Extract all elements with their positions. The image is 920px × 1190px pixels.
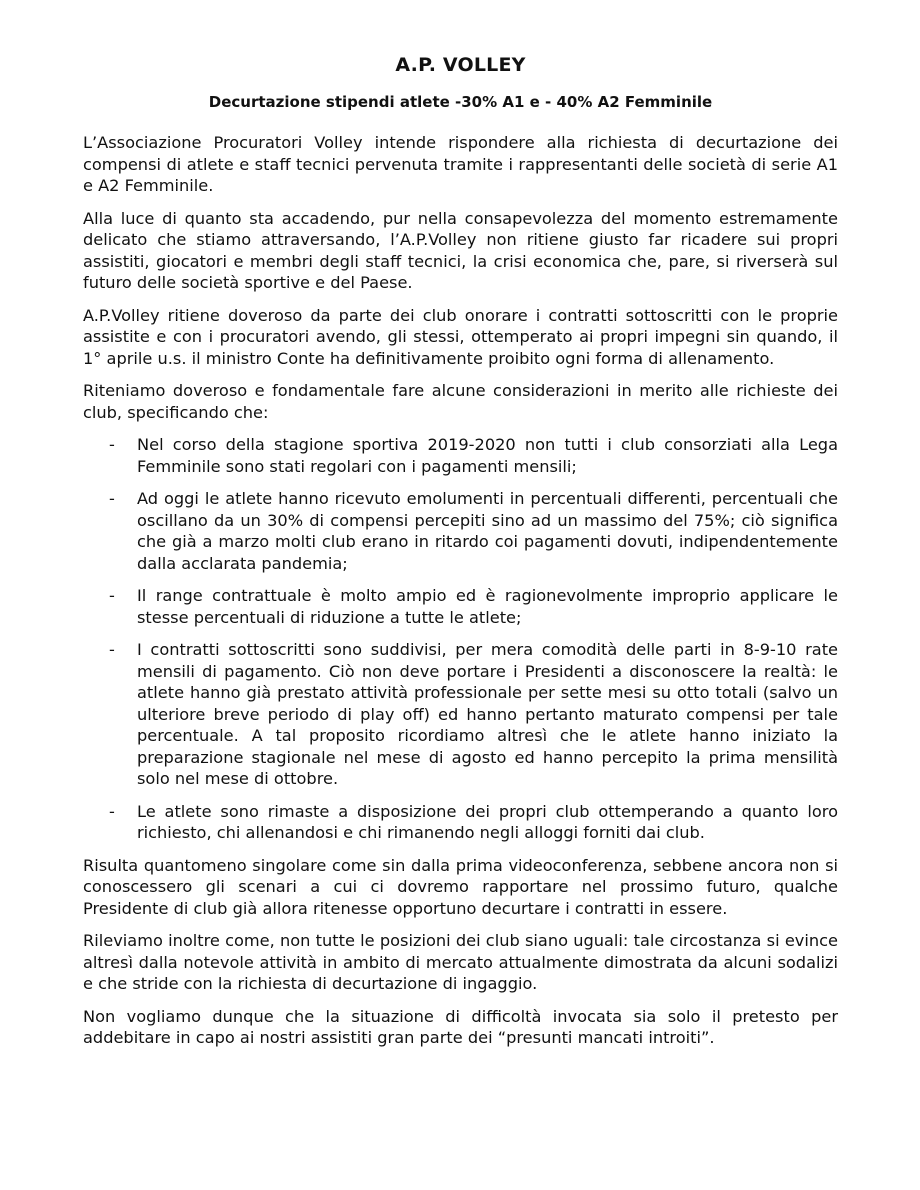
paragraph-conclusion: Non vogliamo dunque che la situazione di difficoltà invocata sia solo il pretesto per addebitare in capo ai nostri assistiti gran parte dei “presunti mancati introiti”. [83,1006,838,1047]
list-item-text: Il range contrattuale è molto ampio ed è ragionevolmente improprio applicare le stesse percentuali di riduzione a tutte le atlete; [137,586,838,627]
list-item [83,639,838,790]
paragraph-contracts: A.P.Volley ritiene doveroso da parte dei club onorare i contratti sottoscritti con le proprie assistite e con i procuratori avendo, gli stessi, ottemperato ai propri impegni sin quando, il 1° aprile u.s. il ministro Conte ha definitivamente proibito ogni forma di allenamento. [83,305,838,368]
list-item [83,488,838,574]
list-item-text: I contratti sottoscritti sono suddivisi, per mera comodità delle parti in 8-9-10 rate mensili di pagamento. Ciò non deve portare i Presidenti a disconoscere la realtà: le atlete hanno già prestato attività professionale per sette mesi su otto totali (salvo un ulteriore breve periodo di play off) ed hanno pertanto maturato compensi per tale percentuale. A tal proposito ricordiamo altresì che le atlete hanno iniziato la preparazione stagionale nel mese di agosto ed hanno percepito la prima mensilità solo nel mese di ottobre. [137,640,838,788]
paragraph-context: Alla luce di quanto sta accadendo, pur nella consapevolezza del momento estremamente delicato che stiamo attraversando, l’A.P.Volley non ritiene giusto far ricadere sui propri assistiti, giocatori e membri degli staff tecnici, la crisi economica che, pare, si riverserà sul futuro delle società sportive e del Paese. [83,208,838,292]
list-item [83,801,838,844]
document-page [83,52,838,1060]
bullet-dash: - [109,640,115,659]
bullet-dash: - [109,489,115,508]
paragraph-videoconference: Risulta quantomeno singolare come sin dalla prima videoconferenza, sebbene ancora non si conoscessero gli scenari a cui ci dovremo rapportare nel prossimo futuro, qualche Presidente di club già allora ritenesse opportuno decurtare i contratti in essere. [83,855,838,918]
list-item-text: Le atlete sono rimaste a disposizione dei propri club ottemperando a quanto loro richiesto, chi allenandosi e chi rimanendo negli alloggi forniti dai club. [137,801,838,842]
bullet-dash: - [109,801,115,821]
list-item-text: Nel corso della stagione sportiva 2019-2020 non tutti i club consorziati alla Lega Femminile sono stati regolari con i pagamenti mensili; [137,435,838,476]
list-item [83,585,838,628]
bullet-dash: - [109,435,115,454]
paragraph-intro: L’Associazione Procuratori Volley intende rispondere alla richiesta di decurtazione dei compensi di atlete e staff tecnici pervenuta tramite i rappresentanti delle società di serie A1 e A2 Femminile. [83,133,838,195]
bullet-dash: - [109,586,115,605]
document-subtitle: Decurtazione stipendi atlete -30% A1 e - 40% A2 Femminile [208,93,713,111]
document-title: A.P. VOLLEY [395,54,526,76]
paragraph-market: Rileviamo inoltre come, non tutte le posizioni dei club siano uguali: tale circostanza si evince altresì dalla notevole attività in ambito di mercato attualmente dimostrata da alcuni sodalizi e che stride con la richiesta di decurtazione di ingaggio. [83,931,838,993]
list-item [83,434,838,477]
list-item-text: Ad oggi le atlete hanno ricevuto emolumenti in percentuali differenti, percentuali che oscillano da un 30% di compensi percepiti sino ad un massimo del 75%; ciò significa che già a marzo molti club erano in ritardo coi pagamenti dovuti, indipendentemente dalla acclarata pandemia; [137,489,838,573]
paragraph-considerations: Riteniamo doveroso e fondamentale fare alcune considerazioni in merito alle richieste dei club, specificando che: [83,381,838,422]
considerations-list [83,434,838,844]
